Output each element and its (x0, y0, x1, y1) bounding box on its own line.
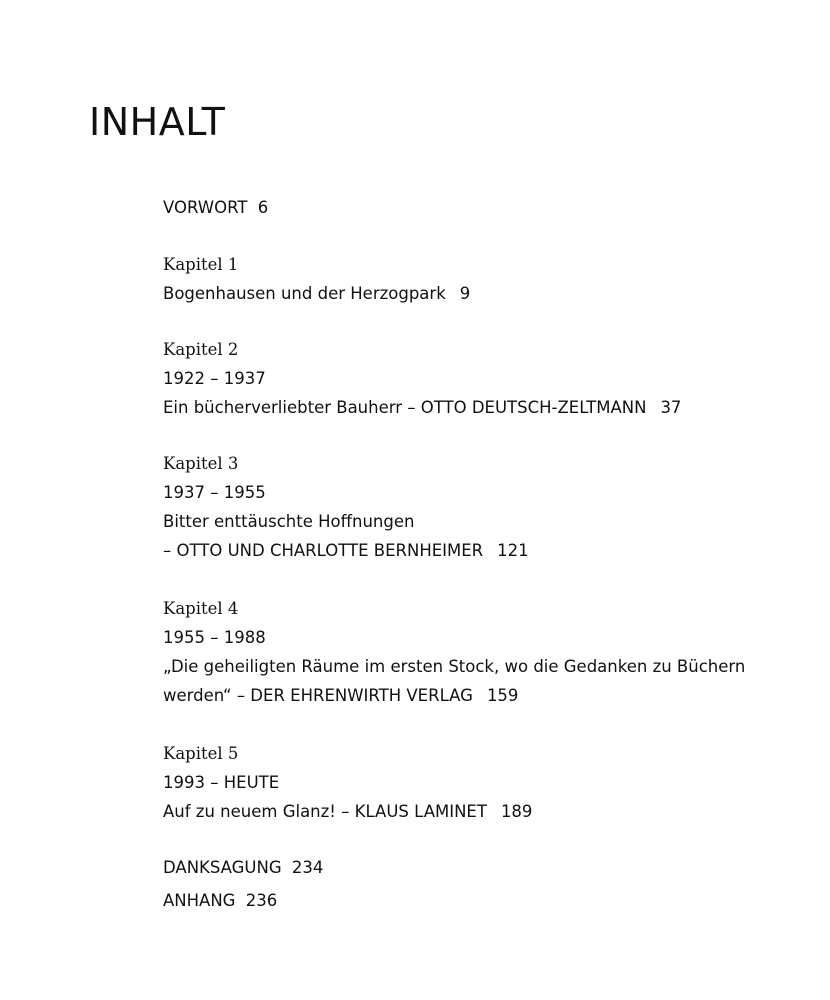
toc-page-number: 236 (245, 891, 278, 910)
chapter-label: Kapitel 5 (163, 744, 239, 763)
chapter-title (163, 797, 803, 826)
chapter-title (163, 536, 803, 565)
chapter-period: 1955 – 1988 (163, 628, 266, 647)
chapter-title-line: Bitter enttäuschte Hoffnungen (163, 512, 415, 531)
toc-entry-label: VORWORT (163, 198, 248, 217)
toc-chapter-3 (163, 449, 803, 565)
chapter-period: 1993 – HEUTE (163, 773, 280, 792)
toc-entry-vorwort (163, 193, 803, 222)
toc-page-number: 159 (486, 686, 519, 705)
chapter-title-text: werden“ – DER EHRENWIRTH VERLAG (163, 686, 473, 705)
toc-page-number: 121 (497, 541, 529, 560)
toc-page-number: 189 (500, 802, 533, 821)
table-of-contents (163, 193, 803, 915)
chapter-label: Kapitel 3 (163, 454, 239, 473)
toc-page-number: 234 (291, 858, 324, 877)
chapter-title-text: Bogenhausen und der Herzogpark (163, 284, 446, 303)
chapter-title (163, 681, 803, 710)
chapter-label: Kapitel 2 (163, 340, 239, 359)
toc-entry-danksagung (163, 853, 803, 882)
chapter-label: Kapitel 4 (163, 599, 239, 618)
toc-entry-label: ANHANG (163, 891, 236, 910)
chapter-title (163, 279, 803, 308)
chapter-title (163, 393, 803, 422)
chapter-label: Kapitel 1 (163, 255, 239, 274)
chapter-period: 1922 – 1937 (163, 369, 266, 388)
toc-chapter-5 (163, 739, 803, 826)
toc-entry-label: DANKSAGUNG (163, 858, 282, 877)
chapter-period: 1937 – 1955 (163, 483, 266, 502)
toc-chapter-4 (163, 594, 803, 710)
toc-page-number: 9 (459, 284, 471, 303)
chapter-title-text: Auf zu neuem Glanz! – KLAUS LAMINET (163, 802, 487, 821)
toc-page-number: 37 (660, 398, 682, 417)
chapter-title-text: – OTTO UND CHARLOTTE BERNHEIMER (163, 541, 484, 560)
chapter-title-line: „Die geheiligten Räume im ersten Stock, wo die Gedanken zu Büchern (163, 657, 746, 676)
page-title: INHALT (89, 100, 226, 144)
chapter-title-text: Ein bücherverliebter Bauherr – OTTO DEUTSCH-ZELTMANN (163, 398, 647, 417)
toc-chapter-1 (163, 250, 803, 308)
toc-entry-anhang (163, 886, 803, 915)
toc-chapter-2 (163, 335, 803, 422)
toc-page-number: 6 (257, 198, 269, 217)
